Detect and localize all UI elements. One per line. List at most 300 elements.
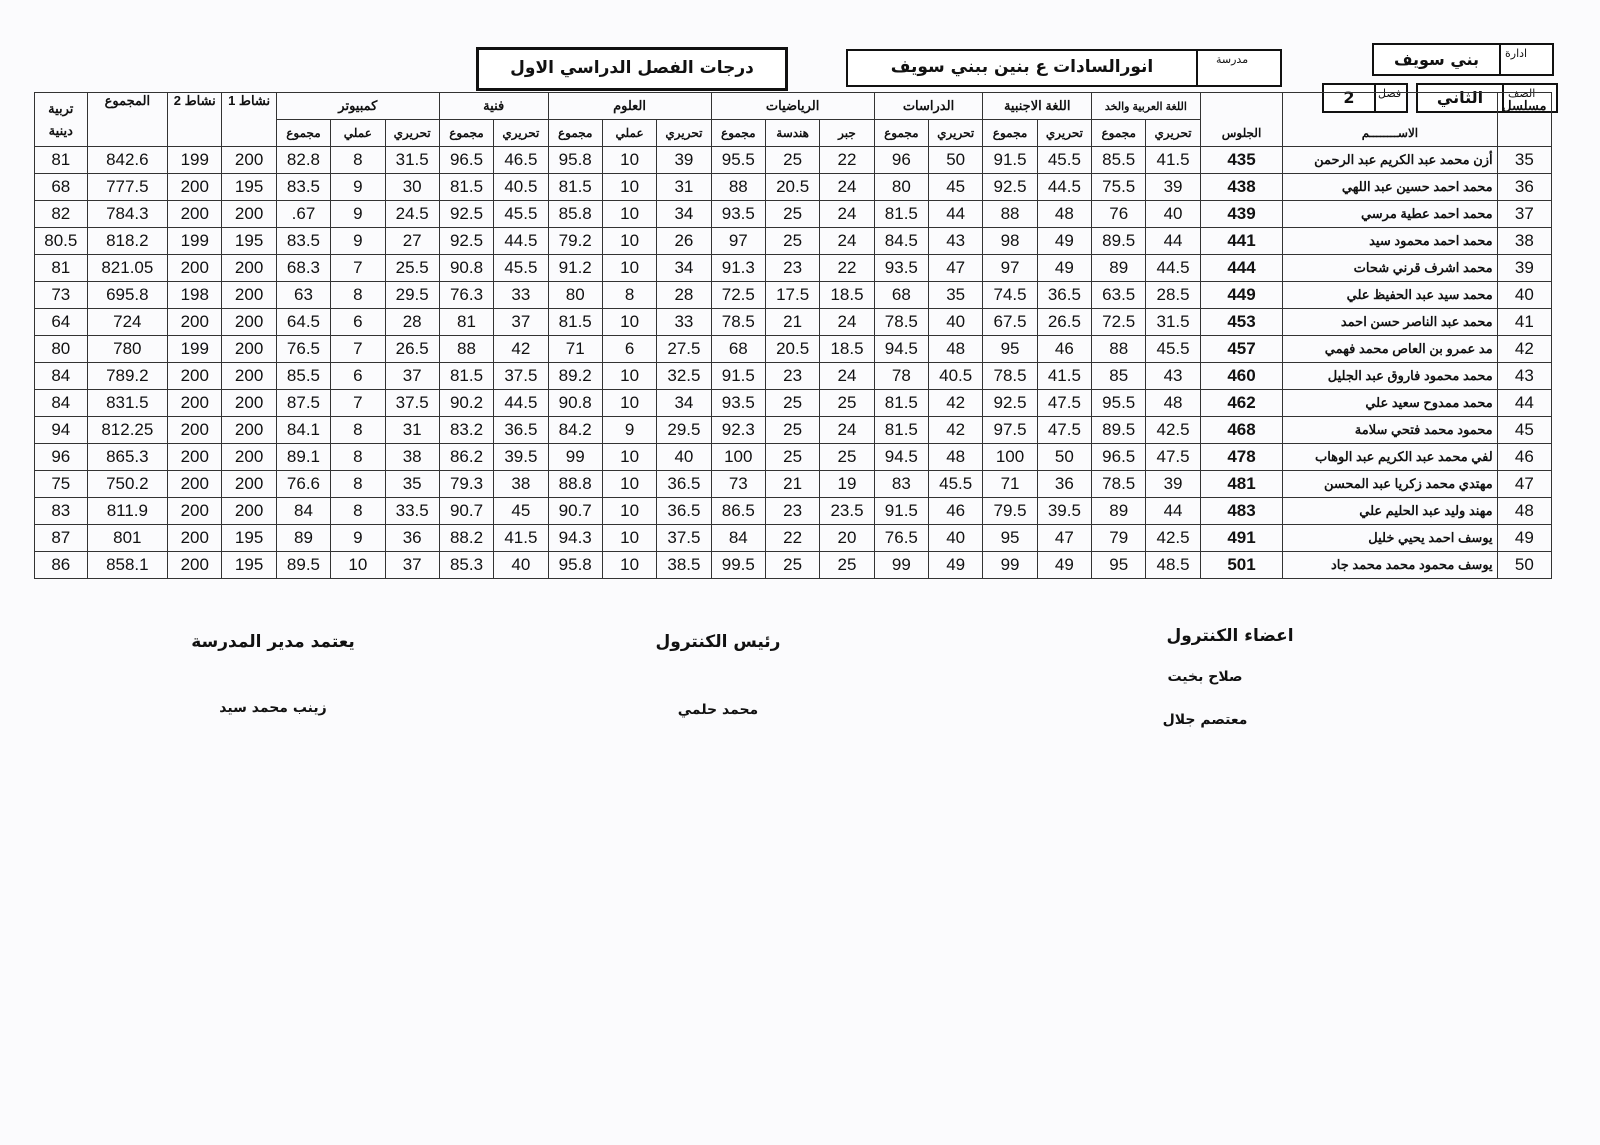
cell-computer-total: 89 (276, 525, 330, 552)
grades-table-body (35, 147, 1552, 579)
cell-math-geometry: 23 (765, 255, 819, 282)
cell-math-total: 88 (711, 174, 765, 201)
computer-written-header: تحريري (385, 120, 439, 147)
cell-art-total: 86.2 (439, 444, 493, 471)
class-label: فصل (1378, 87, 1402, 100)
table-row (35, 282, 1552, 309)
cell-name: محمد احمد حسين عبد اللهي (1283, 174, 1497, 201)
cell-studies-written: 40.5 (929, 363, 983, 390)
cell-computer-total: 76.6 (276, 471, 330, 498)
admin-value: بني سويف (1393, 50, 1480, 69)
cell-foreign-written: 49 (1037, 228, 1091, 255)
cell-math-total: 78.5 (711, 309, 765, 336)
cell-math-algebra: 24 (820, 363, 874, 390)
cell-art-total: 92.5 (439, 201, 493, 228)
cell-religion: 64 (35, 309, 88, 336)
cell-foreign-written: 41.5 (1037, 363, 1091, 390)
table-row (35, 552, 1552, 579)
cell-science-written: 34 (657, 255, 711, 282)
cell-foreign-total: 98 (983, 228, 1037, 255)
cell-studies-total: 76.5 (874, 525, 928, 552)
cell-total: 842.6 (87, 147, 168, 174)
cell-math-total: 93.5 (711, 201, 765, 228)
school-name: انورالسادات ع بنين ببني سويف (890, 57, 1154, 77)
cell-math-algebra: 22 (820, 147, 874, 174)
cell-science-practical: 10 (602, 525, 656, 552)
cell-computer-written: 30 (385, 174, 439, 201)
cell-studies-written: 35 (929, 282, 983, 309)
cell-science-practical: 10 (602, 174, 656, 201)
cell-science-written: 39 (657, 147, 711, 174)
cell-science-practical: 10 (602, 471, 656, 498)
computer-practical-header: عملي (331, 120, 385, 147)
cell-arabic-written: 48 (1146, 390, 1200, 417)
cell-serial: 49 (1497, 525, 1551, 552)
table-row (35, 228, 1552, 255)
cell-art-total: 92.5 (439, 228, 493, 255)
cell-arabic-total: 85.5 (1092, 147, 1146, 174)
cell-name: محمد اشرف قرني شحات (1283, 255, 1497, 282)
col-seat-subheader: الجلوس (1200, 120, 1283, 147)
cell-activity2: 200 (168, 201, 222, 228)
cell-science-written: 32.5 (657, 363, 711, 390)
studies-written-header: تحريري (929, 120, 983, 147)
cell-foreign-total: 97 (983, 255, 1037, 282)
cell-activity1: 200 (222, 336, 276, 363)
cell-computer-practical: 10 (331, 552, 385, 579)
control-members-title: اعضاء الكنترول (1166, 626, 1294, 646)
cell-total: 801 (87, 525, 168, 552)
cell-arabic-total: 89.5 (1092, 417, 1146, 444)
cell-art-total: 81.5 (439, 174, 493, 201)
header-row-1 (35, 93, 1552, 120)
cell-name: محمد احمد عطية مرسي (1283, 201, 1497, 228)
cell-seat: 453 (1200, 309, 1283, 336)
cell-activity2: 200 (168, 471, 222, 498)
cell-name: محمد عبد الناصر حسن احمد (1283, 309, 1497, 336)
cell-computer-total: 83.5 (276, 174, 330, 201)
cell-computer-total: 63 (276, 282, 330, 309)
col-math-header: الرياضيات (711, 93, 874, 120)
cell-studies-total: 81.5 (874, 201, 928, 228)
cell-activity2: 200 (168, 363, 222, 390)
cell-activity1: 195 (222, 552, 276, 579)
cell-religion: 73 (35, 282, 88, 309)
cell-studies-written: 46 (929, 498, 983, 525)
cell-arabic-written: 41.5 (1146, 147, 1200, 174)
cell-art-written: 38 (494, 471, 548, 498)
cell-activity2: 198 (168, 282, 222, 309)
cell-science-total: 94.3 (548, 525, 602, 552)
cell-foreign-written: 36 (1037, 471, 1091, 498)
cell-total: 812.25 (87, 417, 168, 444)
cell-science-total: 90.8 (548, 390, 602, 417)
cell-art-written: 45.5 (494, 201, 548, 228)
cell-religion: 83 (35, 498, 88, 525)
cell-computer-practical: 9 (331, 525, 385, 552)
cell-science-total: 95.8 (548, 552, 602, 579)
cell-art-total: 96.5 (439, 147, 493, 174)
cell-religion: 96 (35, 444, 88, 471)
cell-religion: 80 (35, 336, 88, 363)
cell-computer-written: 38 (385, 444, 439, 471)
cell-science-written: 33 (657, 309, 711, 336)
grade-value: الثاني (1436, 88, 1484, 107)
cell-activity2: 200 (168, 174, 222, 201)
cell-art-written: 42 (494, 336, 548, 363)
col-foreign-header: اللغة الاجنبية (983, 93, 1092, 120)
cell-studies-written: 49 (929, 552, 983, 579)
grades-table (34, 92, 1552, 579)
cell-math-algebra: 24 (820, 309, 874, 336)
grade-label: الصف (1508, 87, 1536, 100)
cell-arabic-total: 78.5 (1092, 471, 1146, 498)
cell-name: أزن محمد عبد الكريم عبد الرحمن (1283, 147, 1497, 174)
cell-studies-written: 43 (929, 228, 983, 255)
cell-computer-written: 29.5 (385, 282, 439, 309)
cell-serial: 50 (1497, 552, 1551, 579)
cell-serial: 47 (1497, 471, 1551, 498)
cell-seat: 457 (1200, 336, 1283, 363)
cell-art-written: 46.5 (494, 147, 548, 174)
cell-science-practical: 6 (602, 336, 656, 363)
cell-name: يوسف احمد يحيي خليل (1283, 525, 1497, 552)
cell-name: محمد ممدوح سعيد علي (1283, 390, 1497, 417)
cell-seat: 468 (1200, 417, 1283, 444)
table-row (35, 471, 1552, 498)
cell-total: 780 (87, 336, 168, 363)
math-total-header: مجموع (711, 120, 765, 147)
science-practical-header: عملي (602, 120, 656, 147)
cell-computer-written: 25.5 (385, 255, 439, 282)
cell-science-written: 38.5 (657, 552, 711, 579)
cell-total: 831.5 (87, 390, 168, 417)
cell-foreign-written: 46 (1037, 336, 1091, 363)
cell-math-geometry: 17.5 (765, 282, 819, 309)
cell-math-geometry: 20.5 (765, 336, 819, 363)
cell-computer-practical: 6 (331, 309, 385, 336)
cell-foreign-total: 91.5 (983, 147, 1037, 174)
cell-science-practical: 9 (602, 417, 656, 444)
cell-activity1: 200 (222, 255, 276, 282)
cell-activity2: 200 (168, 552, 222, 579)
cell-arabic-total: 95 (1092, 552, 1146, 579)
cell-seat: 449 (1200, 282, 1283, 309)
cell-seat: 501 (1200, 552, 1283, 579)
cell-foreign-total: 95 (983, 336, 1037, 363)
admin-box (1372, 43, 1554, 76)
cell-studies-total: 91.5 (874, 498, 928, 525)
cell-serial: 37 (1497, 201, 1551, 228)
table-row (35, 444, 1552, 471)
cell-arabic-total: 95.5 (1092, 390, 1146, 417)
cell-art-total: 90.8 (439, 255, 493, 282)
cell-math-algebra: 22 (820, 255, 874, 282)
cell-science-practical: 10 (602, 228, 656, 255)
cell-computer-written: 36 (385, 525, 439, 552)
cell-math-total: 95.5 (711, 147, 765, 174)
cell-math-geometry: 25 (765, 552, 819, 579)
cell-arabic-total: 75.5 (1092, 174, 1146, 201)
cell-arabic-written: 45.5 (1146, 336, 1200, 363)
cell-studies-written: 40 (929, 309, 983, 336)
cell-religion: 68 (35, 174, 88, 201)
cell-science-practical: 8 (602, 282, 656, 309)
cell-religion: 86 (35, 552, 88, 579)
cell-serial: 44 (1497, 390, 1551, 417)
arabic-total-header: مجموع (1092, 120, 1146, 147)
cell-science-written: 40 (657, 444, 711, 471)
science-total-header: مجموع (548, 120, 602, 147)
cell-foreign-total: 67.5 (983, 309, 1037, 336)
cell-religion: 94 (35, 417, 88, 444)
cell-science-written: 36.5 (657, 498, 711, 525)
cell-art-total: 85.3 (439, 552, 493, 579)
cell-total: 818.2 (87, 228, 168, 255)
cell-math-total: 86.5 (711, 498, 765, 525)
cell-art-written: 40.5 (494, 174, 548, 201)
cell-foreign-written: 47 (1037, 525, 1091, 552)
cell-studies-written: 47 (929, 255, 983, 282)
cell-computer-total: 87.5 (276, 390, 330, 417)
cell-serial: 45 (1497, 417, 1551, 444)
cell-computer-written: 33.5 (385, 498, 439, 525)
cell-seat: 444 (1200, 255, 1283, 282)
col-arabic-header: اللغة العربية والخد (1092, 93, 1201, 120)
cell-science-total: 88.8 (548, 471, 602, 498)
cell-art-written: 36.5 (494, 417, 548, 444)
cell-math-algebra: 24 (820, 174, 874, 201)
cell-studies-total: 78 (874, 363, 928, 390)
cell-art-total: 88 (439, 336, 493, 363)
cell-activity2: 200 (168, 444, 222, 471)
cell-seat: 483 (1200, 498, 1283, 525)
cell-math-geometry: 25 (765, 147, 819, 174)
table-row (35, 417, 1552, 444)
cell-computer-written: 31 (385, 417, 439, 444)
cell-studies-written: 44 (929, 201, 983, 228)
col-computer-header: كمبيوتر (276, 93, 439, 120)
cell-studies-total: 94.5 (874, 444, 928, 471)
cell-total: 821.05 (87, 255, 168, 282)
cell-studies-written: 42 (929, 390, 983, 417)
cell-studies-total: 81.5 (874, 417, 928, 444)
art-written-header: تحريري (494, 120, 548, 147)
cell-science-practical: 10 (602, 201, 656, 228)
cell-religion: 84 (35, 363, 88, 390)
cell-foreign-total: 100 (983, 444, 1037, 471)
cell-computer-total: 67. (276, 201, 330, 228)
cell-religion: 75 (35, 471, 88, 498)
cell-name: محمد سيد عبد الحفيظ علي (1283, 282, 1497, 309)
cell-art-total: 76.3 (439, 282, 493, 309)
cell-computer-total: 76.5 (276, 336, 330, 363)
cell-art-written: 33 (494, 282, 548, 309)
cell-foreign-total: 74.5 (983, 282, 1037, 309)
cell-computer-practical: 8 (331, 498, 385, 525)
admin-label: ادارة (1505, 47, 1528, 60)
cell-math-geometry: 25 (765, 390, 819, 417)
cell-foreign-written: 47.5 (1037, 417, 1091, 444)
cell-studies-total: 96 (874, 147, 928, 174)
cell-serial: 38 (1497, 228, 1551, 255)
cell-computer-practical: 9 (331, 201, 385, 228)
cell-studies-total: 81.5 (874, 390, 928, 417)
cell-studies-total: 83 (874, 471, 928, 498)
cell-activity1: 195 (222, 228, 276, 255)
cell-activity2: 200 (168, 498, 222, 525)
cell-math-algebra: 25 (820, 444, 874, 471)
cell-computer-practical: 7 (331, 390, 385, 417)
table-row (35, 336, 1552, 363)
cell-math-geometry: 25 (765, 201, 819, 228)
cell-seat: 478 (1200, 444, 1283, 471)
cell-art-total: 81 (439, 309, 493, 336)
cell-arabic-written: 28.5 (1146, 282, 1200, 309)
cell-science-total: 85.8 (548, 201, 602, 228)
cell-foreign-written: 44.5 (1037, 174, 1091, 201)
cell-arabic-written: 44.5 (1146, 255, 1200, 282)
cell-computer-practical: 9 (331, 174, 385, 201)
cell-arabic-written: 42.5 (1146, 417, 1200, 444)
control-member-2: معتصم جلال (1162, 712, 1248, 728)
school-box (846, 49, 1282, 87)
cell-computer-practical: 8 (331, 147, 385, 174)
cell-math-total: 93.5 (711, 390, 765, 417)
cell-science-written: 37.5 (657, 525, 711, 552)
report-title-box (476, 47, 788, 91)
cell-computer-total: 83.5 (276, 228, 330, 255)
cell-math-geometry: 25 (765, 228, 819, 255)
cell-activity1: 195 (222, 174, 276, 201)
cell-art-total: 81.5 (439, 363, 493, 390)
cell-foreign-written: 39.5 (1037, 498, 1091, 525)
cell-computer-practical: 9 (331, 228, 385, 255)
cell-religion: 81 (35, 147, 88, 174)
cell-arabic-total: 79 (1092, 525, 1146, 552)
cell-foreign-written: 36.5 (1037, 282, 1091, 309)
cell-name: محمد احمد محمود سيد (1283, 228, 1497, 255)
cell-name: يوسف محمود محمد محمد جاد (1283, 552, 1497, 579)
cell-serial: 35 (1497, 147, 1551, 174)
cell-math-geometry: 23 (765, 498, 819, 525)
cell-studies-total: 99 (874, 552, 928, 579)
cell-foreign-total: 92.5 (983, 174, 1037, 201)
cell-computer-total: 89.5 (276, 552, 330, 579)
control-head-title: رئيس الكنترول (655, 632, 781, 652)
cell-seat: 491 (1200, 525, 1283, 552)
cell-foreign-written: 50 (1037, 444, 1091, 471)
cell-math-geometry: 21 (765, 309, 819, 336)
col-name-subheader: الاســــــــم (1283, 120, 1497, 147)
cell-activity2: 199 (168, 228, 222, 255)
col-art-header: فنية (439, 93, 548, 120)
cell-activity2: 200 (168, 309, 222, 336)
cell-total: 865.3 (87, 444, 168, 471)
cell-science-written: 27.5 (657, 336, 711, 363)
cell-arabic-total: 76 (1092, 201, 1146, 228)
control-member-1: صلاح بخيت (1167, 669, 1243, 685)
cell-arabic-total: 85 (1092, 363, 1146, 390)
cell-computer-written: 37 (385, 363, 439, 390)
cell-foreign-written: 48 (1037, 201, 1091, 228)
table-row (35, 255, 1552, 282)
cell-math-algebra: 20 (820, 525, 874, 552)
cell-computer-practical: 6 (331, 363, 385, 390)
foreign-total-header: مجموع (983, 120, 1037, 147)
cell-serial: 39 (1497, 255, 1551, 282)
cell-total: 858.1 (87, 552, 168, 579)
table-row (35, 525, 1552, 552)
cell-science-total: 99 (548, 444, 602, 471)
cell-foreign-total: 88 (983, 201, 1037, 228)
col-science-header: العلوم (548, 93, 711, 120)
cell-art-written: 37 (494, 309, 548, 336)
cell-math-geometry: 23 (765, 363, 819, 390)
cell-art-written: 37.5 (494, 363, 548, 390)
cell-arabic-written: 39 (1146, 174, 1200, 201)
cell-serial: 43 (1497, 363, 1551, 390)
cell-studies-written: 48 (929, 336, 983, 363)
cell-science-total: 95.8 (548, 147, 602, 174)
cell-foreign-total: 92.5 (983, 390, 1037, 417)
cell-total: 724 (87, 309, 168, 336)
cell-activity1: 200 (222, 309, 276, 336)
control-head-name: محمد حلمي (677, 702, 759, 718)
cell-math-geometry: 22 (765, 525, 819, 552)
cell-studies-written: 42 (929, 417, 983, 444)
cell-arabic-written: 42.5 (1146, 525, 1200, 552)
school-label: مدرسة (1216, 53, 1249, 66)
cell-art-total: 90.2 (439, 390, 493, 417)
cell-computer-written: 31.5 (385, 147, 439, 174)
cell-art-total: 79.3 (439, 471, 493, 498)
cell-foreign-written: 45.5 (1037, 147, 1091, 174)
cell-arabic-written: 43 (1146, 363, 1200, 390)
cell-math-total: 92.3 (711, 417, 765, 444)
cell-math-geometry: 25 (765, 444, 819, 471)
cell-serial: 40 (1497, 282, 1551, 309)
cell-computer-practical: 8 (331, 282, 385, 309)
cell-arabic-total: 88 (1092, 336, 1146, 363)
cell-studies-written: 50 (929, 147, 983, 174)
cell-art-total: 83.2 (439, 417, 493, 444)
cell-computer-written: 37 (385, 552, 439, 579)
cell-arabic-written: 48.5 (1146, 552, 1200, 579)
cell-computer-total: 64.5 (276, 309, 330, 336)
cell-foreign-total: 97.5 (983, 417, 1037, 444)
cell-studies-written: 40 (929, 525, 983, 552)
cell-activity1: 200 (222, 471, 276, 498)
cell-science-total: 71 (548, 336, 602, 363)
cell-computer-written: 27 (385, 228, 439, 255)
cell-religion: 87 (35, 525, 88, 552)
cell-foreign-written: 49 (1037, 552, 1091, 579)
cell-foreign-total: 95 (983, 525, 1037, 552)
cell-foreign-total: 71 (983, 471, 1037, 498)
cell-studies-written: 45.5 (929, 471, 983, 498)
cell-arabic-total: 63.5 (1092, 282, 1146, 309)
col-activity2-header: نشاط 2 (168, 93, 222, 147)
cell-science-total: 91.2 (548, 255, 602, 282)
cell-math-total: 91.3 (711, 255, 765, 282)
cell-science-written: 26 (657, 228, 711, 255)
cell-serial: 46 (1497, 444, 1551, 471)
cell-activity1: 195 (222, 525, 276, 552)
cell-activity1: 200 (222, 444, 276, 471)
principal-name: زينب محمد سيد (219, 700, 327, 716)
cell-math-geometry: 20.5 (765, 174, 819, 201)
